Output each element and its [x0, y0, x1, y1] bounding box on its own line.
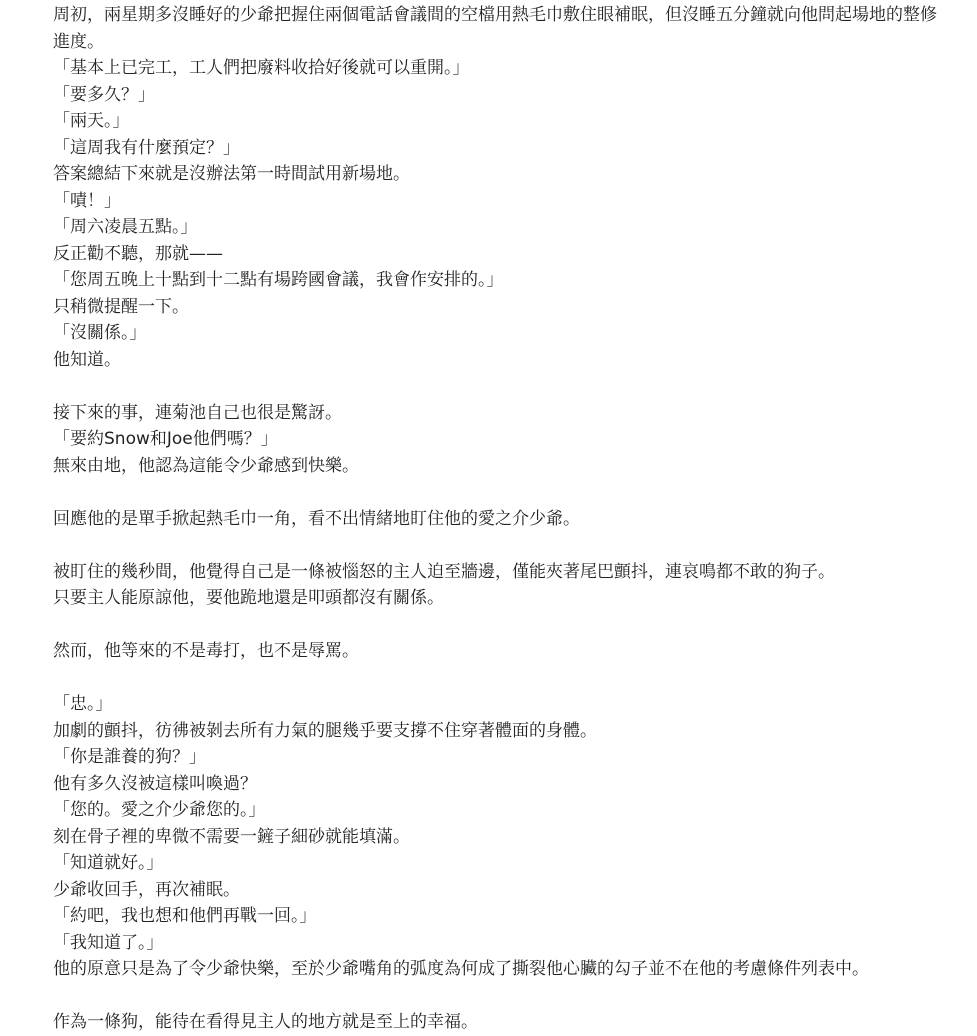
blank-line [53, 612, 953, 639]
story-paragraph: 「要多久？」 [53, 84, 155, 105]
story-paragraph: 被盯住的幾秒間，他覺得自己是一條被惱怒的主人迫至牆邊，僅能夾著尾巴顫抖，連哀鳴都不敢的狗子。 [53, 561, 835, 582]
story-paragraph: 刻在骨子裡的卑微不需要一鏟子細砂就能填滿。 [53, 826, 410, 847]
blank-line [53, 373, 953, 400]
story-paragraph: 「基本上已完工，工人們把廢料收拾好後就可以重開。」 [53, 58, 470, 78]
story-paragraph: 作為一條狗，能待在看得見主人的地方就是至上的幸福。 [53, 1012, 478, 1032]
story-paragraph: 「你是誰養的狗？」 [53, 747, 206, 767]
story-paragraph: 反正勸不聽，那就—— [53, 243, 223, 264]
story-paragraph: 「約吧，我也想和他們再戰一回。」 [53, 906, 317, 926]
story-paragraph: 「知道就好。」 [53, 853, 164, 873]
story-paragraph: 「要約Snow和Joe他們嗎？」 [53, 429, 278, 449]
story-text [53, 2, 953, 1036]
story-paragraph: 「嘖！」 [53, 190, 121, 211]
story-paragraph: 只稍微提醒一下。 [53, 296, 189, 317]
story-paragraph: 無來由地，他認為這能令少爺感到快樂。 [53, 455, 359, 476]
story-paragraph: 「忠。」 [53, 694, 113, 714]
story-paragraph: 「這周我有什麼預定？」 [53, 137, 240, 158]
story-paragraph: 接下來的事，連菊池自己也很是驚訝。 [53, 402, 342, 423]
story-paragraph: 周初，兩星期多沒睡好的少爺把握住兩個電話會議間的空檔用熱毛巾敷住眼補眠，但沒睡五分鐘就向他問起場地的整修進度。 [53, 5, 937, 52]
story-paragraph: 「您周五晚上十點到十二點有場跨國會議，我會作安排的。」 [53, 270, 504, 290]
story-paragraph: 他有多久沒被這樣叫喚過？ [53, 773, 257, 794]
blank-line [53, 983, 953, 1010]
story-paragraph: 然而，他等來的不是毒打，也不是辱罵。 [53, 641, 359, 661]
story-paragraph: 「周六凌晨五點。」 [53, 217, 198, 237]
blank-line [53, 479, 953, 506]
blank-line [53, 532, 953, 559]
story-paragraph: 「您的。愛之介少爺您的。」 [53, 800, 266, 820]
story-paragraph: 回應他的是單手掀起熱毛巾一角，看不出情緒地盯住他的愛之介少爺。 [53, 508, 580, 529]
story-paragraph: 「沒關係。」 [53, 323, 147, 343]
blank-line [53, 665, 953, 692]
story-paragraph: 「兩天。」 [53, 111, 130, 131]
story-paragraph: 答案總結下來就是沒辦法第一時間試用新場地。 [53, 164, 410, 184]
story-paragraph: 加劇的顫抖，彷彿被剝去所有力氣的腿幾乎要支撐不住穿著體面的身體。 [53, 720, 597, 741]
story-paragraph: 「我知道了。」 [53, 932, 164, 953]
story-paragraph: 少爺收回手，再次補眠。 [53, 879, 240, 900]
story-paragraph: 他知道。 [53, 349, 121, 370]
story-paragraph: 只要主人能原諒他，要他跪地還是叩頭都沒有關係。 [53, 588, 444, 608]
story-paragraph: 他的原意只是為了令少爺快樂，至於少爺嘴角的弧度為何成了撕裂他心臟的勾子並不在他的考慮條件列表中。 [53, 959, 869, 979]
